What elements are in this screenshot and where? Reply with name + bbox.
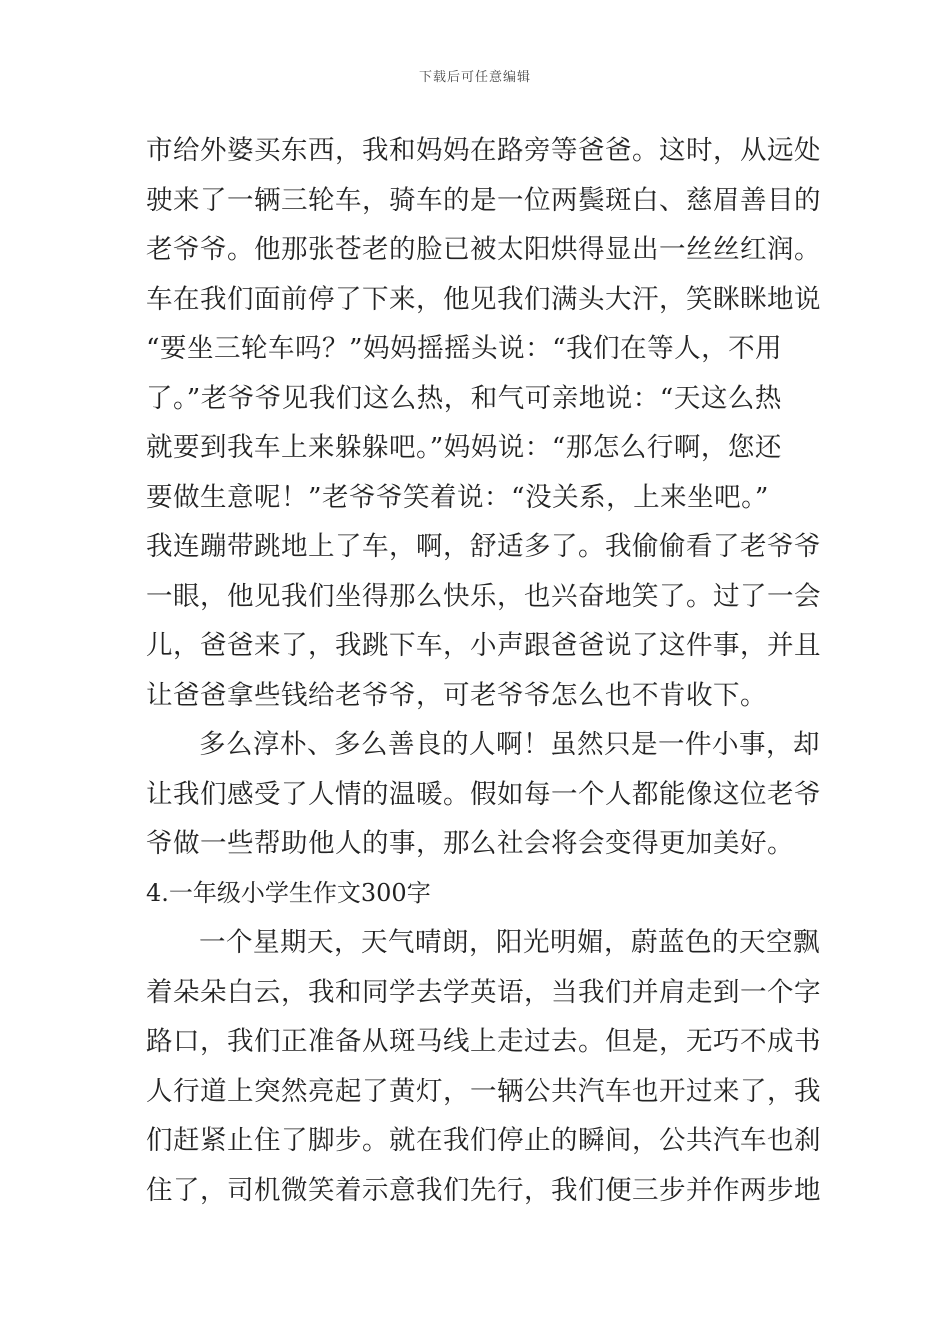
text-line: 市给外婆买东西，我和妈妈在路旁等爸爸。这时，从远处 xyxy=(146,135,821,166)
text-line: 要做生意呢！”老爷爷笑着说：“没关系，上来坐吧。” xyxy=(146,481,769,513)
text-line: 儿，爸爸来了，我跳下车，小声跟爸爸说了这件事，并且 xyxy=(146,630,821,661)
document-body xyxy=(146,126,821,1215)
text-line: 们赶紧止住了脚步。就在我们停止的瞬间，公共汽车也刹 xyxy=(146,1125,821,1156)
text-line: 了。”老爷爷见我们这么热，和气可亲地说：“天这么热 xyxy=(146,382,782,414)
text-line: 车在我们面前停了下来，他见我们满头大汗，笑眯眯地说 xyxy=(146,283,821,315)
text-line: 驶来了一辆三轮车，骑车的是一位两鬓斑白、慈眉善目的 xyxy=(146,184,821,216)
paragraph-first-line: 一个星期天，天气晴朗，阳光明媚，蔚蓝色的天空飘 xyxy=(199,927,820,958)
text-line: 爷做一些帮助他人的事，那么社会将会变得更加美好。 xyxy=(146,828,794,859)
text-line: 我连蹦带跳地上了车，啊，舒适多了。我偷偷看了老爷爷 xyxy=(146,531,821,562)
text-line: 住了，司机微笑着示意我们先行，我们便三步并作两步地 xyxy=(146,1174,821,1206)
text-line: 路口，我们正准备从斑马线上走过去。但是，无巧不成书 xyxy=(146,1026,821,1057)
text-line: 让爸爸拿些钱给老爷爷，可老爷爷怎么也不肯收下。 xyxy=(146,679,767,711)
section-heading: 4.一年级小学生作文300字 xyxy=(146,878,431,907)
text-line: 老爷爷。他那张苍老的脸已被太阳烘得显出一丝丝红润。 xyxy=(146,234,821,265)
text-line: 一眼，他见我们坐得那么快乐，也兴奋地笑了。过了一会 xyxy=(146,580,821,612)
text-line: 人行道上突然亮起了黄灯，一辆公共汽车也开过来了，我 xyxy=(146,1075,821,1107)
text-line: 着朵朵白云，我和同学去学英语，当我们并肩走到一个字 xyxy=(146,976,821,1008)
paragraph-first-line: 多么淳朴、多么善良的人啊！虽然只是一件小事，却 xyxy=(199,729,820,760)
text-line: 让我们感受了人情的温暖。假如每一个人都能像这位老爷 xyxy=(146,778,821,810)
text-line: “要坐三轮车吗？”妈妈摇摇头说：“我们在等人，不用 xyxy=(146,333,783,364)
page-header: 下载后可任意编辑 xyxy=(418,70,531,85)
text-line: 就要到我车上来躲躲吧。”妈妈说：“那怎么行啊，您还 xyxy=(146,432,782,463)
